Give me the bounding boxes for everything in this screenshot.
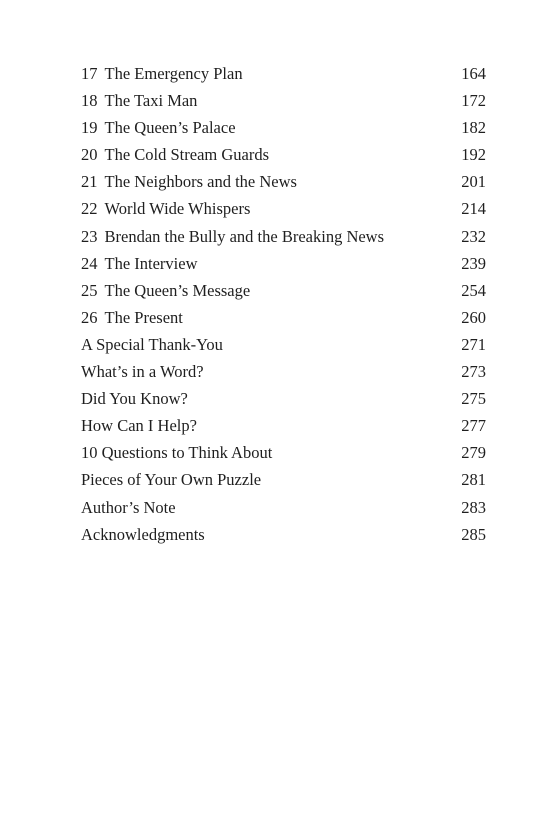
chapter-title: The Queen’s Palace bbox=[104, 118, 236, 138]
toc-entry-label bbox=[81, 521, 205, 548]
toc-entry bbox=[81, 331, 486, 358]
toc-entry bbox=[81, 141, 486, 168]
toc-entry bbox=[81, 466, 486, 493]
chapter-title: The Queen’s Message bbox=[104, 280, 251, 300]
chapter-number: 21 bbox=[81, 172, 98, 192]
toc-entry bbox=[81, 60, 486, 87]
page-number: 273 bbox=[461, 362, 486, 382]
toc-entry-label bbox=[81, 439, 272, 466]
page-number: 214 bbox=[461, 199, 486, 219]
chapter-number: 25 bbox=[81, 280, 98, 300]
page-number: 281 bbox=[461, 470, 486, 490]
toc-entry bbox=[81, 521, 486, 548]
chapter-title: A Special Thank-You bbox=[81, 334, 223, 354]
toc-entry-label bbox=[81, 412, 197, 439]
page-number: 277 bbox=[461, 416, 486, 436]
toc-entry-label bbox=[81, 195, 250, 222]
toc-entry bbox=[81, 439, 486, 466]
chapter-number: 24 bbox=[81, 253, 98, 273]
page-number: 182 bbox=[461, 118, 486, 138]
toc-entry-label bbox=[81, 494, 176, 521]
toc-entry-label bbox=[81, 466, 261, 493]
toc-entry bbox=[81, 168, 486, 195]
toc-entry-label bbox=[81, 60, 243, 87]
chapter-title: 10 Questions to Think About bbox=[81, 443, 273, 463]
chapter-title: The Cold Stream Guards bbox=[104, 145, 270, 165]
chapter-title: The Present bbox=[104, 307, 183, 327]
chapter-title: The Interview bbox=[104, 253, 198, 273]
chapter-number: 23 bbox=[81, 226, 98, 246]
chapter-title: Did You Know? bbox=[81, 389, 188, 409]
page-number: 172 bbox=[461, 91, 486, 111]
page-number: 260 bbox=[461, 307, 486, 327]
toc-entry-label bbox=[81, 385, 188, 412]
toc-entry bbox=[81, 223, 486, 250]
page-number: 164 bbox=[461, 64, 486, 83]
chapter-number: 17 bbox=[81, 64, 98, 83]
page-number: 275 bbox=[461, 389, 486, 409]
page-number: 279 bbox=[461, 443, 486, 463]
chapter-title: The Neighbors and the News bbox=[104, 172, 297, 192]
chapter-title: The Emergency Plan bbox=[104, 64, 243, 83]
chapter-number: 20 bbox=[81, 145, 98, 165]
toc-entry bbox=[81, 358, 486, 385]
chapter-number: 18 bbox=[81, 91, 98, 111]
toc-entry-label bbox=[81, 141, 269, 168]
toc-entry bbox=[81, 195, 486, 222]
chapter-number: 19 bbox=[81, 118, 98, 138]
toc-entry bbox=[81, 385, 486, 412]
page-number: 271 bbox=[461, 334, 486, 354]
chapter-title: Acknowledgments bbox=[81, 524, 205, 544]
toc-entry bbox=[81, 114, 486, 141]
toc-entry-label bbox=[81, 114, 236, 141]
toc-entry-label bbox=[81, 87, 197, 114]
toc-entry bbox=[81, 87, 486, 114]
toc-entry-label bbox=[81, 358, 204, 385]
chapter-title: Pieces of Your Own Puzzle bbox=[81, 470, 262, 490]
toc-entry bbox=[81, 304, 486, 331]
chapter-title: Brendan the Bully and the Breaking News bbox=[104, 226, 385, 246]
chapter-number: 26 bbox=[81, 307, 98, 327]
chapter-title: Author’s Note bbox=[81, 497, 176, 517]
toc-entry-label bbox=[81, 168, 297, 195]
chapter-number: 22 bbox=[81, 199, 98, 219]
chapter-title: World Wide Whispers bbox=[104, 199, 251, 219]
chapter-title: How Can I Help? bbox=[81, 416, 197, 436]
toc-entry bbox=[81, 277, 486, 304]
page-number: 239 bbox=[461, 253, 486, 273]
toc-entry-label bbox=[81, 223, 384, 250]
chapter-title: The Taxi Man bbox=[104, 91, 198, 111]
page-number: 201 bbox=[461, 172, 486, 192]
toc-entry-label bbox=[81, 250, 198, 277]
toc-entry bbox=[81, 494, 486, 521]
chapter-title: What’s in a Word? bbox=[81, 362, 204, 382]
toc-entry bbox=[81, 412, 486, 439]
page-number: 232 bbox=[461, 226, 486, 246]
page-number: 285 bbox=[461, 524, 486, 544]
toc-entry-label bbox=[81, 277, 250, 304]
toc-entry-label bbox=[81, 304, 183, 331]
table-of-contents bbox=[81, 60, 486, 548]
page-number: 283 bbox=[461, 497, 486, 517]
page-number: 254 bbox=[461, 280, 486, 300]
page-number: 192 bbox=[461, 145, 486, 165]
toc-entry-label bbox=[81, 331, 223, 358]
toc-entry bbox=[81, 250, 486, 277]
